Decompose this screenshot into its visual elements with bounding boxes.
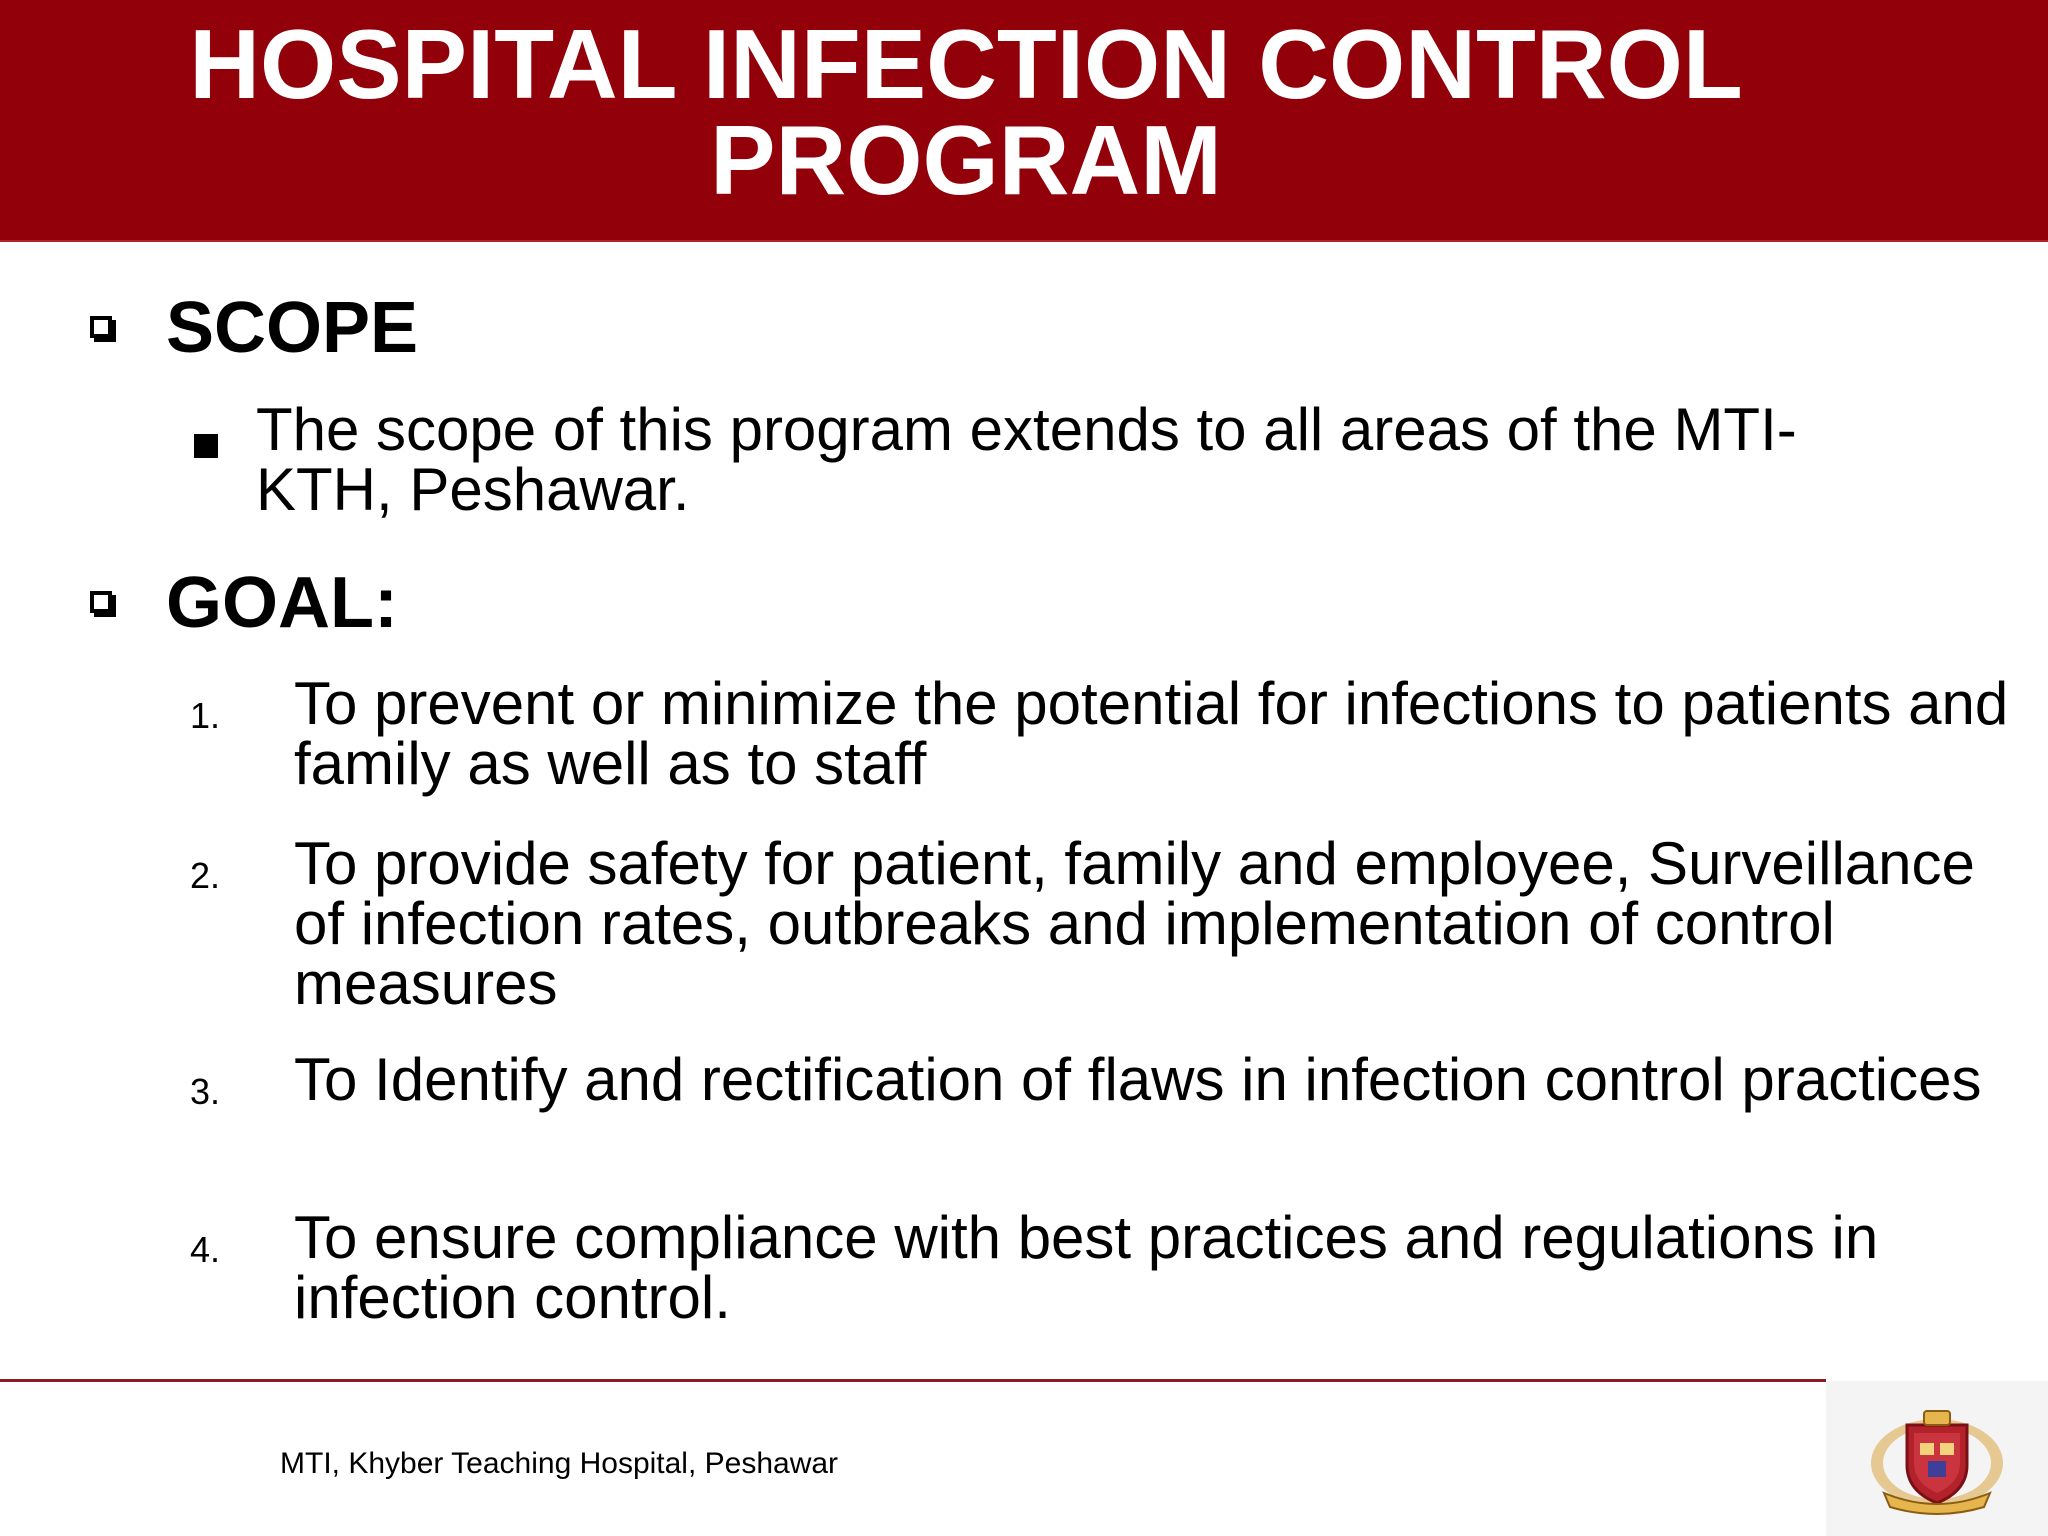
hollow-square-bullet-icon bbox=[90, 316, 112, 338]
goal-item-text: To ensure compliance with best practices and regulations in infection control. bbox=[294, 1204, 1879, 1331]
goal-item-text: To prevent or minimize the potential for infections to patients and family as well as to staff bbox=[294, 670, 2009, 797]
goal-item-text: To provide safety for patient, family and employee, Surveillance of infection rates, outbreaks and implementation of control measures bbox=[294, 830, 1975, 1017]
hollow-square-bullet-icon bbox=[90, 591, 112, 613]
footer-text: MTI, Khyber Teaching Hospital, Peshawar bbox=[280, 1447, 839, 1480]
hospital-crest-logo-icon bbox=[1862, 1403, 2012, 1515]
goal-heading: GOAL: bbox=[166, 563, 398, 643]
slide-title-line-1: HOSPITAL INFECTION CONTROL bbox=[189, 9, 1743, 119]
title-banner bbox=[0, 0, 2048, 242]
slide-title-line-2: PROGRAM bbox=[710, 105, 1222, 215]
goal-item-text: To Identify and rectification of flaws in infection control practices bbox=[294, 1046, 1982, 1113]
footer-divider bbox=[0, 1379, 1826, 1382]
scope-heading: SCOPE bbox=[166, 288, 419, 368]
goal-item-number: 4. bbox=[190, 1229, 221, 1270]
goal-item-number: 3. bbox=[190, 1071, 221, 1112]
scope-item-text: The scope of this program extends to all areas of the MTI-KTH, Peshawar. bbox=[256, 396, 1797, 523]
filled-square-bullet-icon bbox=[194, 434, 218, 458]
goal-item-number: 2. bbox=[190, 855, 221, 896]
logo-panel bbox=[1826, 1381, 2048, 1536]
goal-item-number: 1. bbox=[190, 695, 221, 736]
